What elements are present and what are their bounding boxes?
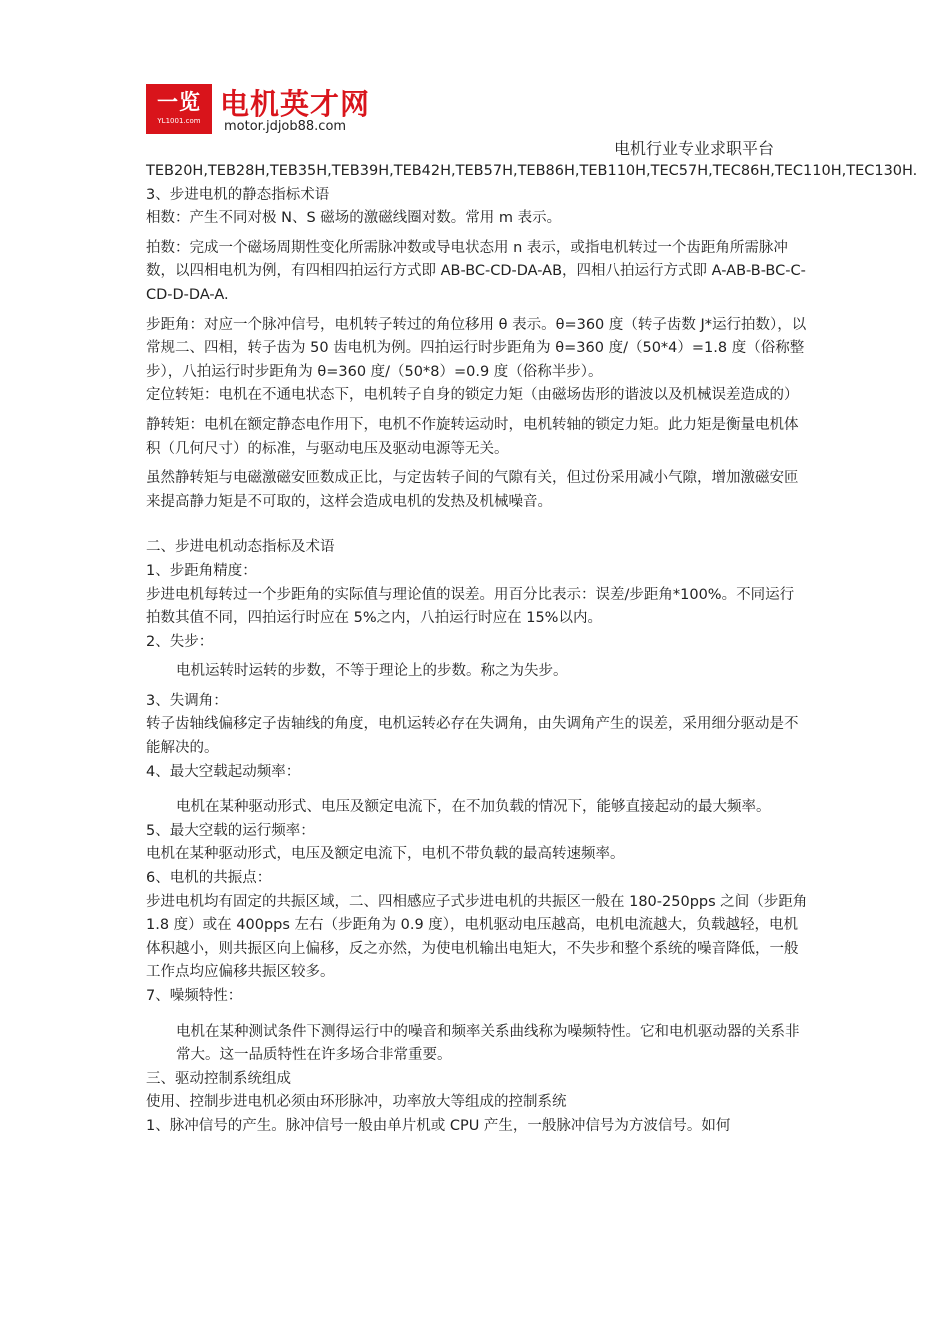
subsection-heading: 3、失调角：	[146, 692, 228, 709]
logo-title: 电机英才网	[220, 87, 371, 121]
subsection-heading: 1、步距角精度：	[146, 562, 257, 579]
logo-badge	[146, 84, 212, 134]
subsection-heading: 6、电机的共振点：	[146, 870, 272, 887]
paragraph: 步进电机每转过一个步距角的实际值与理论值的误差。用百分比表示：误差/步距角*100%。不同运行拍数其值不同，四拍运行时应在 5%之内，八拍运行时应在 15%以内。	[146, 586, 795, 627]
logo-url: motor.jdjob88.com	[224, 119, 347, 134]
paragraph: 电机运转时运转的步数，不等于理论上的步数。称之为失步。	[176, 663, 568, 680]
section-heading: 二、步进电机动态指标及术语	[146, 539, 335, 556]
subsection-heading: 1、脉冲信号的产生。脉冲信号一般由单片机或 CPU 产生，一般脉冲信号为方波信号。如何	[146, 1117, 731, 1134]
static-torque-note: 虽然静转矩与电磁激磁安匝数成正比，与定齿转子间的气隙有关，但过份采用减小气隙，增加激磁安匝来提高静力矩是不可取的，这样会造成电机的发热及机械噪音。	[146, 470, 799, 510]
paragraph: 转子齿轴线偏移定子齿轴线的角度，电机运转必存在失调角，由失调角产生的误差，采用细分驱动是不能解决的。	[146, 716, 799, 757]
paragraph: 电机在某种驱动形式、电压及额定电流下，在不加负载的情况下，能够直接起动的最大频率。	[176, 799, 771, 816]
paragraph: 使用、控制步进电机必须由环形脉冲，功率放大等组成的控制系统	[146, 1094, 567, 1111]
paragraph: 电机在某种驱动形式，电压及额定电流下，电机不带负载的最高转速频率。	[146, 846, 625, 863]
subsection-heading: 2、失步：	[146, 633, 214, 650]
term-beat-count: 拍数：完成一个磁场周期性变化所需脉冲数或导电状态用 n 表示，或指电机转过一个齿距角所需脉冲数，以四相电机为例，有四相四拍运行方式即 AB-BC-CD-DA-AB，四相八拍运行方式即 A-AB-B-BC-C-CD-D-DA-A.	[146, 239, 806, 303]
document-body	[146, 160, 918, 1139]
site-logo[interactable]	[146, 84, 391, 138]
section-heading: 三、驱动控制系统组成	[146, 1070, 291, 1087]
term-detent-torque: 定位转矩：电机在不通电状态下，电机转子自身的锁定力矩（由磁场齿形的谐波以及机械误差造成的）	[146, 387, 799, 404]
subsection-heading: 4、最大空载起动频率：	[146, 763, 301, 780]
term-step-angle: 步距角：对应一个脉冲信号，电机转子转过的角位移用 θ 表示。θ=360 度（转子齿数 J*运行拍数），以常规二、四相，转子齿为 50 齿电机为例。四拍运行时步距角为 θ=360 度/（50*4）=1.8 度（俗称整步），八拍运行时步距角为 θ=360 度/（50*8）=0.9 度（俗称半步）。	[146, 316, 807, 380]
subsection-heading: 7、噪频特性：	[146, 988, 243, 1004]
subsection-heading: 5、最大空载的运行频率：	[146, 822, 315, 839]
paragraph: 步进电机均有固定的共振区域，二、四相感应子式步进电机的共振区一般在 180-250pps 之间（步距角 1.8 度）或在 400pps 左右（步距角为 0.9 度），电机驱动电压越高，电机电流越大，负载越轻，电机体积越小，则共振区向上偏移，反之亦然，为使电机输出电矩大，不失步和整个系统的噪音降低，一般工作点均应偏移共振区较多。	[146, 893, 808, 981]
paragraph: 电机在某种测试条件下测得运行中的噪音和频率关系曲线称为噪频特性。它和电机驱动器的关系非常大。这一品质特性在许多场合非常重要。	[176, 1023, 800, 1064]
logo-badge-subtext: YL1001.com	[157, 117, 201, 125]
term-static-torque: 静转矩：电机在额定静态电作用下，电机不作旋转运动时，电机转轴的锁定力矩。此力矩是衡量电机体积（几何尺寸）的标准，与驱动电压及驱动电源等无关。	[146, 416, 799, 457]
model-list: TEB20H,TEB28H,TEB35H,TEB39H,TEB42H,TEB57H,TEB86H,TEB110H,TEC57H,TEC86H,TEC110H,TEC130H.	[146, 163, 918, 179]
header-tagline: 电机行业专业求职平台	[614, 139, 775, 158]
section-heading: 3、步进电机的静态指标术语	[146, 186, 330, 203]
term-phase-count: 相数：产生不同对极 N、S 磁场的激磁线圈对数。常用 m 表示。	[146, 210, 562, 227]
logo-badge-text: 一览	[157, 90, 201, 114]
